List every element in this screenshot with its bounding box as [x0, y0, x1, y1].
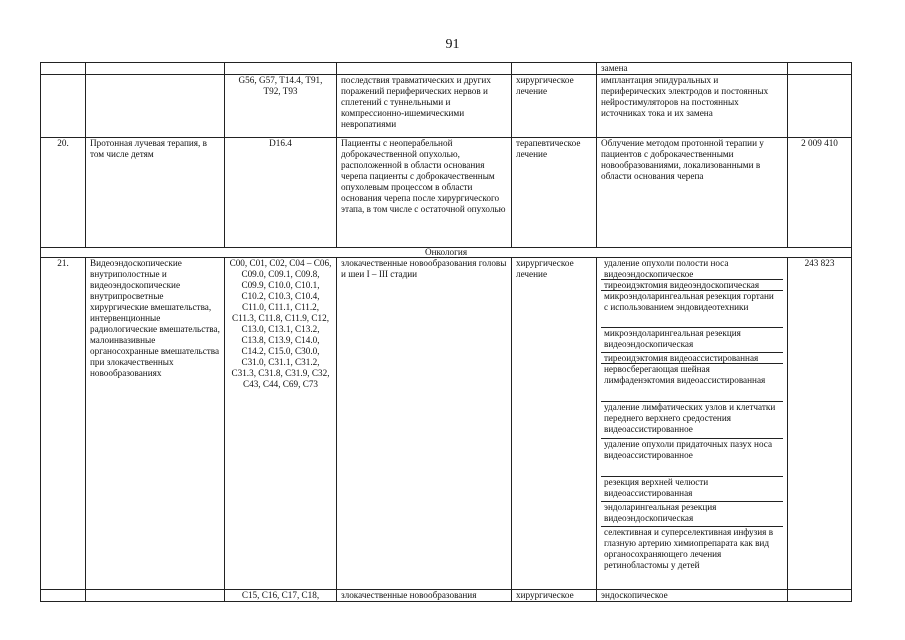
cell-method: эндоскопическое [597, 590, 788, 602]
cell-name: Протонная лучевая терапия, в том числе детям [86, 138, 225, 248]
cell-treatment: хирургическое лечение [512, 75, 597, 138]
table-row [41, 590, 852, 602]
method-item: селективная и суперселективная инфузия в глазную артерию химиопрепарата как вид органосохраняющего лечения ретинобластомы у детей [604, 527, 774, 570]
cell-method: замена [597, 63, 788, 75]
table-row [41, 75, 852, 138]
cell-method: имплантация эпидуральных и периферических электродов и постоянных нейростимуляторов на постоянных источниках тока и их замена [597, 75, 788, 138]
cell-codes: C00, C01, C02, C04 – C06, C09.0, C09.1, C09.8, C09.9, C10.0, C10.1, C10.2, C10.3, C10.4, C11.0, C11.1, C11.2, C11.3, C11.8, C11.9, C12, C13.0, C13.1, C13.2, C13.8, C13.9, C14.0, C14.2, C15.0, C30.0, C31.0, C31.1, C31.2, C31.3, C31.8, C31.9, C32, C43, C44, C69, C73 [225, 258, 337, 590]
table-row [41, 258, 852, 590]
cell-name [86, 63, 225, 75]
method-item: удаление опухоли полости носа видеоэндоскопическое [601, 258, 783, 280]
cell-treatment: хирургическое лечение [512, 258, 597, 590]
cell-name [86, 590, 225, 602]
table-row [41, 63, 852, 75]
cell-sum [788, 75, 852, 138]
cell-treatment [512, 63, 597, 75]
section-header-row [41, 248, 852, 258]
cell-number [41, 590, 86, 602]
method-item: микроэндоларингеальная резекция гортани с использованием эндовидеотехники [601, 291, 783, 328]
cell-codes: G56, G57, T14.4, T91, T92, T93 [225, 75, 337, 138]
cell-sum [788, 590, 852, 602]
cell-codes: D16.4 [225, 138, 337, 248]
method-item: нервосберегающая шейная лимфаденэктомия видеоассистированная [601, 364, 783, 402]
cell-number [41, 75, 86, 138]
cell-sum: 243 823 [788, 258, 852, 590]
cell-model: злокачественные новообразования головы и шеи I – III стадии [337, 258, 512, 590]
section-title: Онкология [41, 248, 852, 258]
cell-codes [225, 63, 337, 75]
method-item: удаление лимфатических узлов и клетчатки переднего верхнего средостения видеоассистированное [601, 402, 783, 439]
method-item: тиреоидэктомия видеоэндоскопическая [601, 280, 783, 291]
cell-number: 20. [41, 138, 86, 248]
cell-treatment: хирургическое [512, 590, 597, 602]
cell-name [86, 75, 225, 138]
cell-model: злокачественные новообразования [337, 590, 512, 602]
cell-method-list [597, 258, 788, 590]
cell-name: Видеоэндоскопические внутриполостные и видеоэндоскопические внутрипросветные хирургические вмешательства, интервенционные радиологические вмешательства, малоинвазивные органосохранные вмешательства при злокачественных новообразованиях [86, 258, 225, 590]
cell-codes: C15, C16, C17, C18, [225, 590, 337, 602]
cell-sum [788, 63, 852, 75]
page-number: 91 [445, 37, 460, 52]
method-item: резекция верхней челюсти видеоассистированная [601, 477, 783, 502]
cell-method: Облучение методом протонной терапии у пациентов с доброкачественными новообразованиями, локализованными в области основания черепа [597, 138, 788, 248]
table-row [41, 138, 852, 248]
cell-model [337, 63, 512, 75]
cell-number [41, 63, 86, 75]
cell-number: 21. [41, 258, 86, 590]
cell-sum: 2 009 410 [788, 138, 852, 248]
method-item: тиреоидэктомия видеоассистированная [601, 353, 783, 364]
method-item: удаление опухоли придаточных пазух носа видеоассистированное [601, 439, 783, 477]
cell-treatment: терапевтическое лечение [512, 138, 597, 248]
cell-model: последствия травматических и других поражений периферических нервов и сплетений с туннельными и компрессионно-ишемическими невропатиями [337, 75, 512, 138]
medical-care-table [40, 62, 852, 602]
method-item: микроэндоларингеальная резекция видеоэндоскопическая [601, 328, 783, 353]
method-item: эндоларингеальная резекция видеоэндоскопическая [601, 502, 783, 527]
cell-model: Пациенты с неоперабельной доброкачественной опухолью, расположенной в области основания черепа пациенты с доброкачественным опухолевым процессом в области основания черепа после хирургического этапа, в том числе с остаточной опухолью [337, 138, 512, 248]
